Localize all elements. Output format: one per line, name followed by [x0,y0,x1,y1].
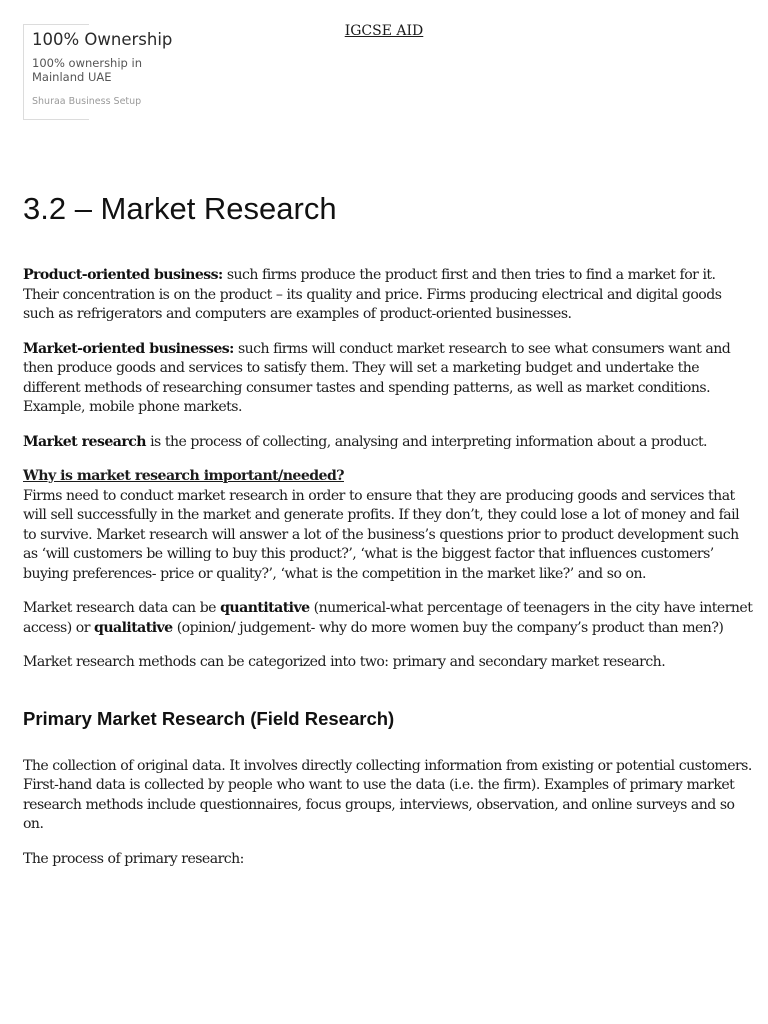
ad-source: Shuraa Business Setup [32,96,142,107]
qualitative-term: qualitative [94,619,173,636]
why-important-heading: Why is market research important/needed? [23,468,344,484]
market-oriented-term: Market-oriented businesses: [23,340,234,357]
ad-description-line-2: Mainland UAE [32,70,112,84]
site-name-link[interactable]: IGCSE AID [344,23,424,39]
article-body [23,266,753,884]
market-research-text: is the process of collecting, analysing and interpreting information about a product. [145,433,707,450]
primary-research-paragraph: The collection of original data. It involves directly collecting information from existing or potential customers. First-hand data is collected by people who want to use the data (i.e. the firm). Examples of primary market research methods include questionnaires, focus groups, interviews, observation, and online surveys and so on. [23,757,752,832]
methods-categories-paragraph: Market research methods can be categorized into two: primary and secondary market research. [23,654,666,670]
quantitative-term: quantitative [220,600,310,616]
primary-research-heading: Primary Market Research (Field Research) [23,707,395,729]
product-oriented-text: such firms produce the product first and then tries to find a market for it. Their concentration is on the product – its quality and price. Firms producing electrical and digital goods such as refrigerators and computers are examples of product-oriented businesses. [23,267,722,322]
market-oriented-paragraph [23,340,753,418]
site-header [0,23,768,39]
market-oriented-text: such firms will conduct market research to see what consumers want and then produce goods and services to satisfy them. They will set a marketing budget and undertake the different methods of researching consumer tastes and spending patterns, as well as market conditions. Example, mobile phone markets. [23,340,731,415]
market-research-definition [23,433,753,453]
data-types-text-a: Market research data can be [23,600,221,616]
data-types-text-b: (numerical-what percentage of teenagers in the city have internet access) or [23,600,753,636]
why-important-paragraph: Firms need to conduct market research in order to ensure that they are producing goods and services that will sell successfully in the market and generate profits. If they don’t, they could lose a lot of money and fail to survive. Market research will answer a lot of the business’s questions prior to product development such as ‘will customers be willing to buy this product?’, ‘what is the biggest factor that influences customers’ buying preferences- price or quality?’, ‘what is the competition in the market like?’ and so on. [23,487,740,582]
primary-process-paragraph: The process of primary research: [23,850,244,867]
product-oriented-paragraph [23,266,753,325]
market-research-term: Market research [23,433,146,450]
data-types-text-c: (opinion/ judgement- why do more women buy the company’s product than men?) [172,619,724,636]
page-title: 3.2 – Market Research [23,191,337,226]
data-types-paragraph [23,599,753,638]
ad-description-line-1: 100% ownership in [32,56,142,70]
ad-headline[interactable]: 100% Ownership [32,30,173,49]
product-oriented-term: Product-oriented business: [23,267,223,283]
